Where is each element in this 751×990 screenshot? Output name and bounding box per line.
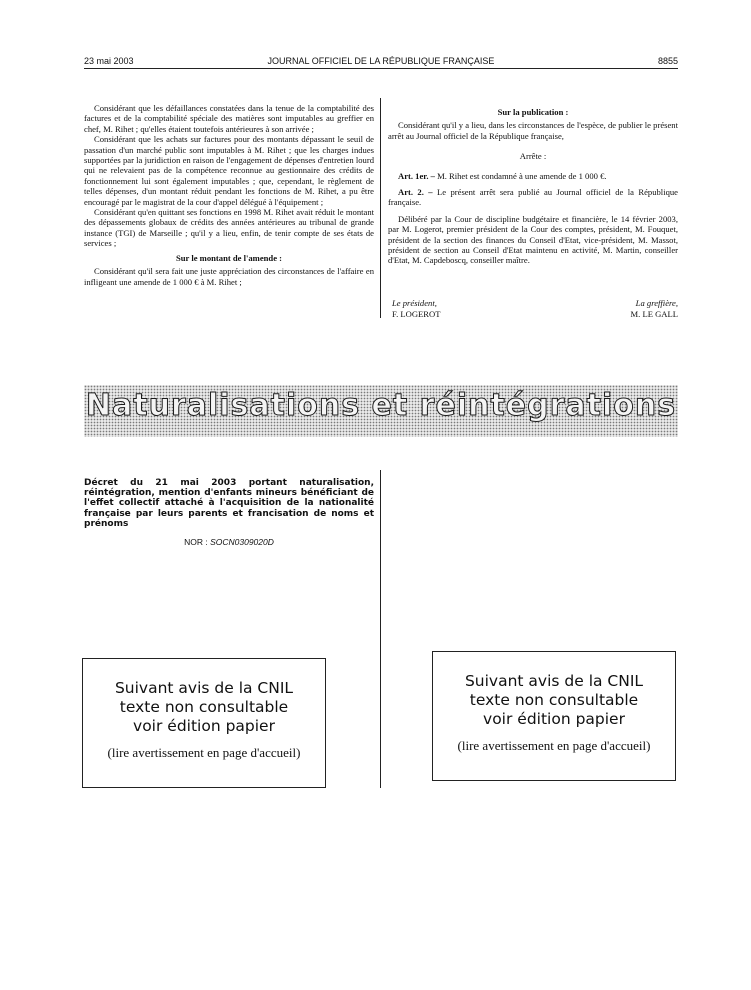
article-2: [388, 187, 678, 208]
cnil-right-line-3: voir édition papier: [483, 710, 625, 728]
cnil-right-line-1: Suivant avis de la CNIL: [464, 672, 644, 690]
header-rule: [84, 68, 678, 69]
article-1: [388, 171, 678, 181]
right-paragraph-1: Considérant qu'il y a lieu, dans les circonstances de l'espèce, de publier le présent arrêt au Journal officiel de la République française,: [388, 120, 678, 141]
decree-nor: [84, 537, 374, 547]
nor-label: NOR :: [184, 537, 208, 547]
left-paragraph-1: Considérant que les défaillances constatées dans la tenue de la comptabilité des factures et de la comptabilité spéciale des matières sont imputables au greffier en chef, M. Rihet ; qu'elles étaient toutefois antérieures à son arrivée ;: [84, 103, 374, 134]
article-1-label: Art. 1er. –: [398, 170, 435, 181]
article-1-text: M. Rihet est condamné à une amende de 1 000 €.: [437, 170, 607, 181]
right-column: [388, 103, 678, 266]
signature-clerk-name: M. LE GALL: [630, 309, 678, 319]
left-column: [84, 103, 374, 287]
nor-value: SOCN0309020D: [210, 537, 274, 547]
column-divider-top: [380, 98, 381, 318]
right-section-heading: Sur la publication :: [497, 107, 569, 117]
section-banner-title: Naturalisations et réintégrations: [85, 388, 677, 423]
header-page-number: 8855: [657, 56, 678, 66]
cnil-right-line-2: texte non consultable: [469, 691, 639, 709]
cnil-left-line-2: texte non consultable: [119, 698, 289, 716]
article-2-label: Art. 2. –: [398, 187, 433, 198]
cnil-left-line-1: Suivant avis de la CNIL: [114, 679, 294, 697]
left-paragraph-3: Considérant qu'en quittant ses fonctions en 1998 M. Rihet avait réduit le montant des dépassements globaux de crédits des années antérieures au tribunal de grande instance (TGI) de Marseille ; qu'il y a lieu, enfin, de tenir compte de ses états de services ;: [84, 207, 374, 249]
signature-clerk-title: La greffière,: [635, 298, 678, 308]
left-paragraph-2: Considérant que les achats sur factures pour des montants dépassant le seuil de passation d'un marché public sont imputables à M. Rihet ; que les charges indues supportées par la juridiction en raison de l'engagement de dépenses d'entretien lourd qui ne relevaient pas de la compétence reconnue au gestionnaire des crédits de fonctionnement lui sont également imputables ; que, cependant, le règlement de telles dépenses, d'un montant réduit pendant les fonctions de M. Rihet, a pu être encouragé par le magistrat de la cour d'appel délégué à l'équipement ;: [84, 134, 374, 207]
left-section-heading: Sur le montant de l'amende :: [175, 252, 283, 263]
signature-president-title: Le président,: [392, 298, 437, 308]
header-title: JOURNAL OFFICIEL DE LA RÉPUBLIQUE FRANÇAISE: [267, 56, 495, 66]
cnil-left-line-4: (lire avertissement en page d'accueil): [107, 745, 301, 760]
article-2-text: Le présent arrêt sera publié au Journal officiel de la République française.: [388, 187, 678, 208]
cnil-left-line-3: voir édition papier: [133, 717, 275, 735]
left-paragraph-4: Considérant qu'il sera fait une juste appréciation des circonstances de l'affaire en infligeant une amende de 1 000 € à M. Rihet ;: [84, 266, 374, 287]
right-paragraph-2: Délibéré par la Cour de discipline budgétaire et financière, le 14 février 2003, par M. Logerot, premier président de la Cour des comptes, président, M. Fouquet, président de la section des finances du Conseil d'Etat, vice-président, M. Massot, président de section au Conseil d'Etat maintenu en activité, M. Martin, conseiller d'Etat, M. Capdeboscq, conseiller maître.: [388, 213, 678, 266]
decree-title: Décret du 21 mai 2003 portant naturalisation, réintégration, mention d'enfants mineurs bénéficiant de l'effet collectif attaché à l'acquisition de la nationalité française par leurs parents et francisation de noms et prénoms: [84, 478, 374, 529]
column-divider-bottom: [380, 470, 381, 788]
cnil-right-line-4: (lire avertissement en page d'accueil): [457, 738, 651, 753]
signature-president-name: F. LOGEROT: [392, 309, 441, 319]
cnil-notice-right: [432, 651, 676, 781]
arrete-heading: Arrête :: [519, 151, 547, 162]
cnil-notice-left: [82, 658, 326, 788]
header-date: 23 mai 2003: [84, 56, 134, 66]
